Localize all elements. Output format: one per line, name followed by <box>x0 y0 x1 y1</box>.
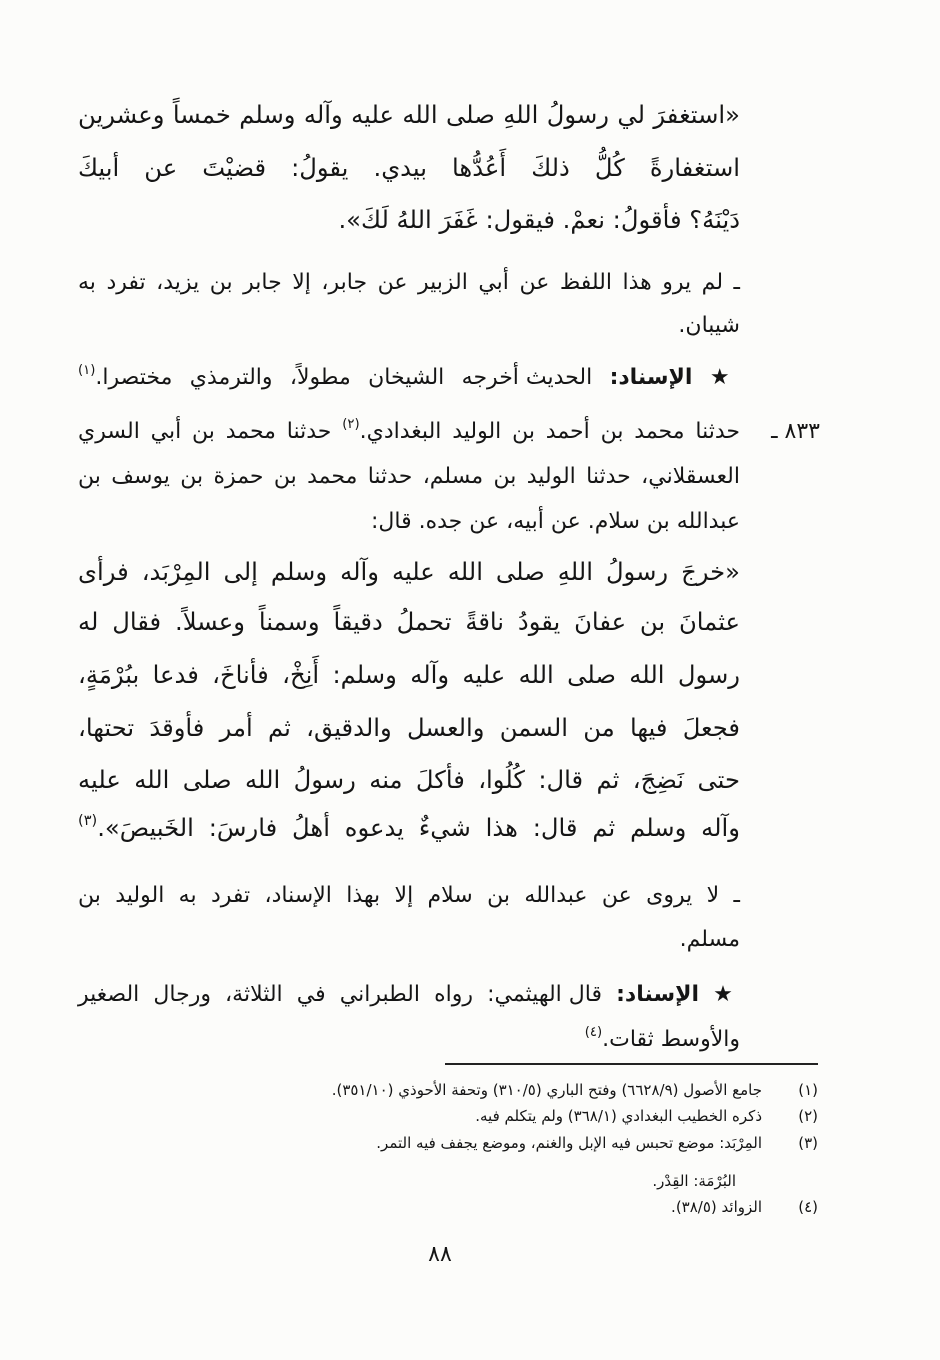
footnote-text: المِرْبَد: موضع تحبس فيه الإبل والغنم، وموضع يجفف فيه التمر. <box>376 1134 762 1152</box>
quote-line: حتى نَضِجَ، ثم قال: كُلُوا، فأكلَ منه رسولُ الله صلى الله عليه <box>78 765 740 794</box>
isnad-label: الإسناد: <box>616 982 700 1007</box>
chain-line <box>78 415 740 449</box>
footnote-marker: (١) <box>798 1081 818 1099</box>
isnad-line <box>78 978 740 1012</box>
quote-line: «خرجَ رسولُ اللهِ صلى الله عليه وآله وسلم إلى المِرْبَد، فرأى <box>78 557 740 586</box>
chain-line: عبدالله بن سلام. عن أبيه، عن جده. قال: <box>370 509 740 534</box>
footnote-text: ذكره الخطيب البغدادي (٣٦٨/١) ولم يتكلم فيه. <box>475 1107 762 1125</box>
chain-text: حدثنا محمد بن أبي السري <box>78 419 332 444</box>
quote-line <box>78 808 740 848</box>
page-number: ٨٨ <box>428 1242 452 1267</box>
note-line: ـ لا يروى عن عبدالله بن سلام إلا بهذا الإسناد، تفرد به الوليد بن <box>78 883 740 908</box>
star-icon: ★ <box>713 982 740 1007</box>
isnad-line <box>78 1023 740 1057</box>
hadith-number: ٨٣٣ ـ <box>771 419 820 444</box>
quote-line: «استغفرَ لي رسولُ اللهِ صلى الله عليه وآله وسلم خمساً وعشرين <box>78 100 740 129</box>
quote-line: دَيْنَهُ؟ فأقولُ: نعمْ. فيقول: غَفَرَ اللهُ لَكَ». <box>338 205 740 234</box>
footnote-text: الزوائد (٣٨/٥). <box>671 1198 762 1216</box>
footnote-text: البُرْمَة: القِدْر. <box>652 1172 736 1190</box>
isnad-label: الإسناد: <box>609 365 693 390</box>
footnote-marker: (٢) <box>798 1107 818 1125</box>
chain-text: حدثنا محمد بن أحمد بن الوليد البغدادي. <box>359 419 740 444</box>
chain-line: العسقلاني، حدثنا الوليد بن مسلم، حدثنا محمد بن حمزة بن يوسف بن <box>78 464 740 489</box>
note-line: ـ لم يرو هذا اللفظ عن أبي الزبير عن جابر، إلا جابر بن يزيد، تفرد به <box>78 270 740 295</box>
footnote-marker: (٣) <box>798 1134 818 1152</box>
star-icon: ★ <box>709 365 740 390</box>
isnad-text: الحديث أخرجه الشيخان مطولاً، والترمذي مختصرا. <box>95 365 593 390</box>
isnad-line <box>78 361 740 395</box>
quote-line: عثمانَ بن عفانَ يقودُ ناقةً تحملُ دقيقاً وسمناً وعسلاً. فقال له <box>78 607 740 636</box>
footnote-ref: (٢) <box>342 417 360 433</box>
note-line: شيبان. <box>678 313 740 338</box>
footnote-ref: (١) <box>78 363 96 379</box>
footnote-marker: (٤) <box>798 1198 818 1216</box>
footnote-ref: (٣) <box>78 812 98 830</box>
isnad-text: قال الهيثمي: رواه الطبراني في الثلاثة، ورجال الصغير <box>78 982 602 1007</box>
quote-line: رسول الله صلى الله عليه وآله وسلم: أَنِخْ، فأناخَ، فدعا ببُرْمَةٍ، <box>78 660 740 689</box>
footnote-ref: (٤) <box>584 1025 603 1041</box>
quote-line: استغفارةً كُلُّ ذلكَ أَعُدُّها بيدي. يقولُ: قضيْتَ عن أبيكَ <box>78 153 740 182</box>
isnad-text: والأوسط ثقات. <box>602 1027 740 1052</box>
footnote-separator <box>445 1063 818 1065</box>
footnote-text: جامع الأصول (٦٦٢٨/٩) وفتح الباري (٣١٠/٥) وتحفة الأحوذي (٣٥١/١٠). <box>331 1081 762 1099</box>
quote-text: وآله وسلم ثم قال: هذا شيءٌ يدعوه أهلُ فارسَ: الخَبيصَ». <box>97 813 740 842</box>
note-line: مسلم. <box>679 927 740 952</box>
quote-line: فجعلَ فيها من السمن والعسل والدقيق، ثم أمر فأوقدَ تحتها، <box>78 713 740 742</box>
